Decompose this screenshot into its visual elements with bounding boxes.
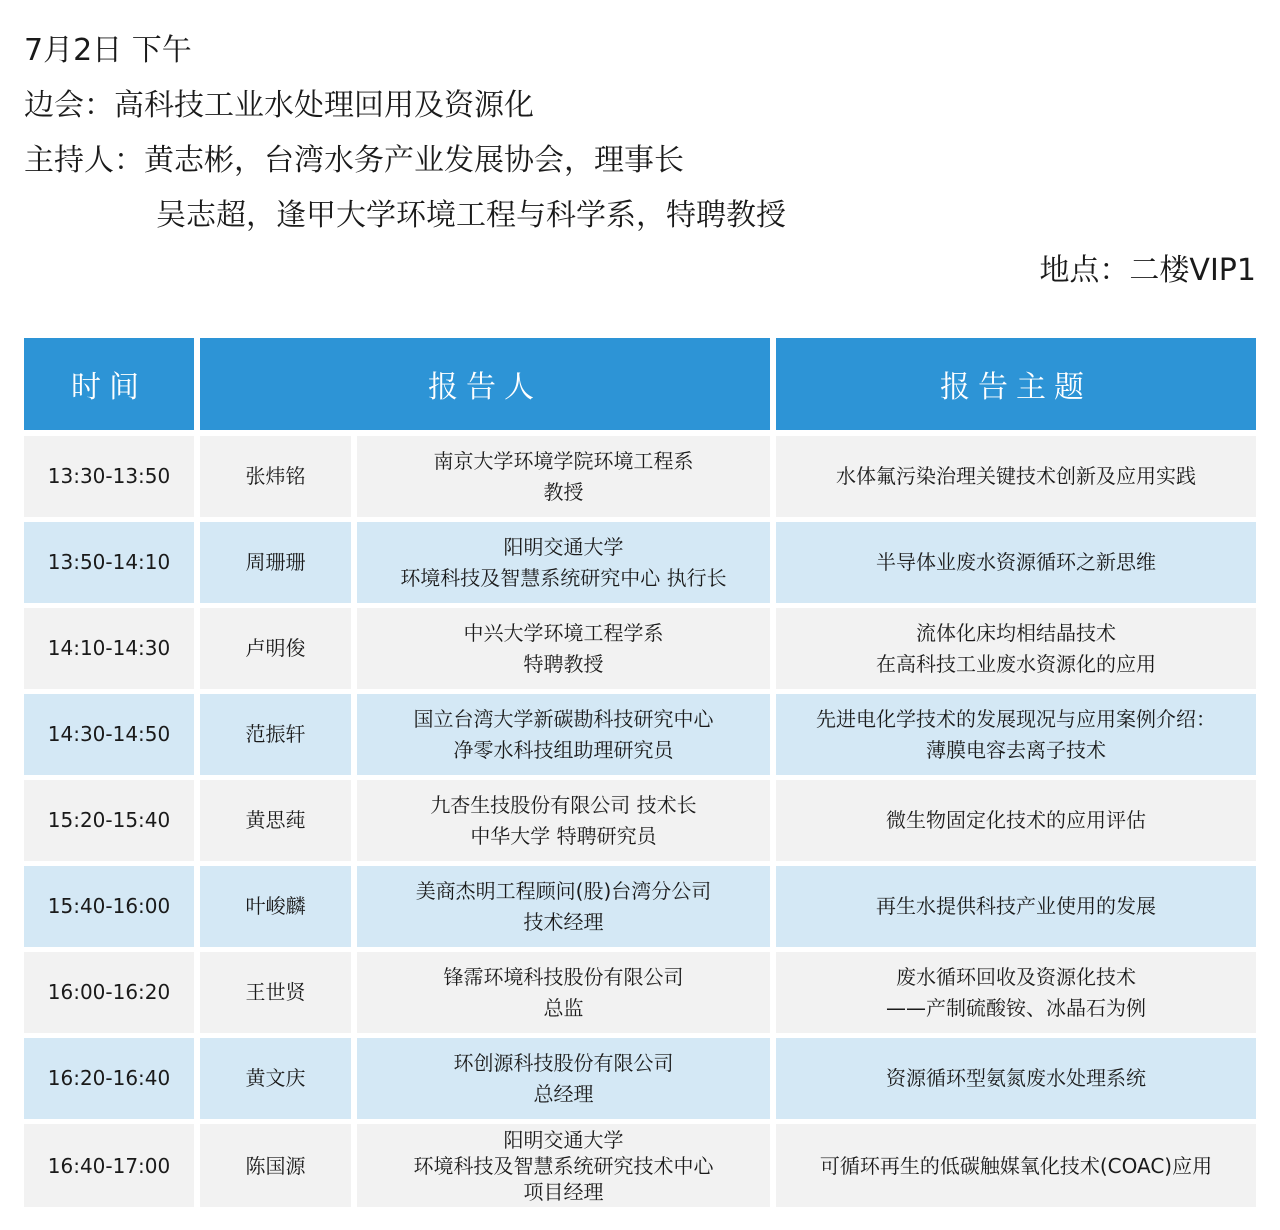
org-line: 净零水科技组助理研究员 [453,737,674,762]
table-row [24,952,1256,1033]
org-line: 环境科技及智慧系统研究技术中心 [413,1153,714,1178]
topic-cell [776,1124,1256,1207]
speaker-name-cell: 黄文庆 [200,1038,351,1119]
org-line: 环创源科技股份有限公司 [453,1050,674,1075]
org-line: 锋霈环境科技股份有限公司 [443,964,684,989]
time-cell: 15:20-15:40 [24,780,194,861]
table-row [24,608,1256,689]
time-cell: 14:30-14:50 [24,694,194,775]
table-row [24,436,1256,517]
topic-line: 流体化床均相结晶技术 [916,620,1116,645]
topic-cell [776,780,1256,861]
header-time: 时间 [24,338,194,430]
time-cell: 16:40-17:00 [24,1124,194,1207]
topic-line: 微生物固定化技术的应用评估 [886,808,1146,832]
table-row [24,780,1256,861]
org-line: 环境科技及智慧系统研究中心 执行长 [400,565,727,590]
topic-line: 可循环再生的低碳触媒氧化技术(COAC)应用 [819,1153,1213,1178]
topic-line: 薄膜电容去离子技术 [926,737,1106,762]
time-cell: 13:30-13:50 [24,436,194,517]
table-row [24,694,1256,775]
speaker-org-cell [357,436,770,517]
org-line: 项目经理 [523,1179,604,1204]
page-header [24,33,1256,288]
speaker-name-cell: 卢明俊 [200,608,351,689]
org-line: 中兴大学环境工程学系 [463,620,664,645]
speaker-name-cell: 黄思莼 [200,780,351,861]
org-line: 阳明交通大学 [503,1127,624,1152]
topic-line: ——产制硫酸铵、冰晶石为例 [886,995,1146,1020]
topic-cell [776,522,1256,603]
host-line-1: 主持人：黄志彬，台湾水务产业发展协会，理事长 [24,143,684,178]
speaker-org-cell [357,952,770,1033]
table-row [24,1124,1256,1207]
speaker-name-cell: 叶峻麟 [200,866,351,947]
topic-line: 半导体业废水资源循环之新思维 [876,550,1156,574]
topic-line: 再生水提供科技产业使用的发展 [876,894,1156,918]
org-line: 总经理 [533,1081,594,1106]
speaker-org-cell [357,866,770,947]
speaker-org-cell [357,780,770,861]
topic-cell [776,1038,1256,1119]
topic-cell [776,866,1256,947]
time-cell: 13:50-14:10 [24,522,194,603]
topic-cell [776,436,1256,517]
time-cell: 14:10-14:30 [24,608,194,689]
org-line: 南京大学环境学院环境工程系 [433,448,694,473]
table-header [24,338,1256,430]
org-line: 九杏生技股份有限公司 技术长 [430,792,697,817]
header-topic: 报告主题 [776,338,1256,430]
org-line: 技术经理 [523,909,604,934]
org-line: 总监 [543,995,584,1020]
topic-line: 在高科技工业废水资源化的应用 [876,651,1156,676]
header-speaker: 报告人 [200,338,770,430]
speaker-org-cell [357,1124,770,1207]
org-line: 阳明交通大学 [503,534,624,559]
speaker-org-cell [357,1038,770,1119]
org-line: 国立台湾大学新碳勘科技研究中心 [413,706,714,731]
speaker-org-cell [357,608,770,689]
time-cell: 16:20-16:40 [24,1038,194,1119]
host-line-2: 吴志超，逢甲大学环境工程与科学系，特聘教授 [156,198,786,233]
speaker-name-cell: 陈国源 [200,1124,351,1207]
org-line: 教授 [543,479,584,504]
speaker-name-cell: 范振轩 [200,694,351,775]
speaker-org-cell [357,522,770,603]
org-line: 特聘教授 [523,651,604,676]
topic-cell [776,608,1256,689]
topic-line: 废水循环回收及资源化技术 [896,964,1136,989]
speaker-name-cell: 王世贤 [200,952,351,1033]
org-line: 中华大学 特聘研究员 [470,823,657,848]
topic-line: 资源循环型氨氮废水处理系统 [886,1066,1146,1090]
speaker-name-cell: 周珊珊 [200,522,351,603]
topic-line: 水体氟污染治理关键技术创新及应用实践 [836,464,1196,488]
topic-line: 先进电化学技术的发展现况与应用案例介绍： [816,706,1216,731]
speaker-org-cell [357,694,770,775]
topic-cell [776,952,1256,1033]
topic-cell [776,694,1256,775]
table-body [24,436,1256,1207]
table-row [24,1038,1256,1119]
session-date: 7月2日 下午 [24,33,192,68]
schedule-table [24,338,1256,1207]
table-row [24,866,1256,947]
table-row [24,522,1256,603]
session-title: 边会：高科技工业水处理回用及资源化 [24,88,534,123]
time-cell: 16:00-16:20 [24,952,194,1033]
location: 地点：二楼VIP1 [1039,253,1256,288]
time-cell: 15:40-16:00 [24,866,194,947]
speaker-name-cell: 张炜铭 [200,436,351,517]
org-line: 美商杰明工程顾问(股)台湾分公司 [415,878,712,903]
